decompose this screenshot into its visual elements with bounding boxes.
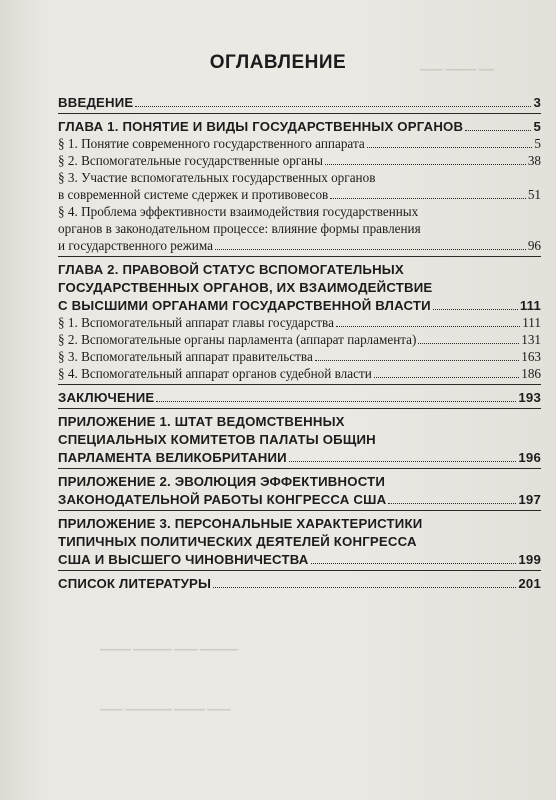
toc-entry-title: США И ВЫСШЕГО ЧИНОВНИЧЕСТВА xyxy=(58,552,309,567)
toc-entry-row xyxy=(58,314,541,331)
toc-chapter-entry[interactable] xyxy=(58,515,541,568)
bleed-through-decoration: ▁▁▁▁ ▁▁▁▁▁ ▁▁▁ ▁▁▁▁▁ xyxy=(100,640,239,651)
section-divider xyxy=(58,468,541,469)
section-divider xyxy=(58,113,541,114)
section-divider xyxy=(58,570,541,571)
toc-section-entry[interactable] xyxy=(58,152,541,169)
toc-entry-line: органов в законодательном процессе: влияние формы правления xyxy=(58,221,421,236)
toc-entry-title: § 4. Вспомогательный аппарат органов судебной власти xyxy=(58,366,372,381)
toc-section-entry[interactable] xyxy=(58,331,541,348)
dot-leader xyxy=(465,130,531,131)
bleed-through-decoration: ▁▁▁ ▁▁▁▁▁▁ ▁▁▁▁ ▁▁▁ xyxy=(100,700,231,711)
page-number: 5 xyxy=(533,119,541,134)
toc-entry-title: С ВЫСШИМИ ОРГАНАМИ ГОСУДАРСТВЕННОЙ ВЛАСТИ xyxy=(58,298,431,313)
dot-leader xyxy=(289,461,517,462)
toc-entry-row xyxy=(58,186,541,203)
page-number: 111 xyxy=(519,298,541,313)
page-number: 3 xyxy=(533,95,541,110)
dot-leader xyxy=(336,326,520,327)
toc-entry-row xyxy=(58,297,541,314)
page-number: 199 xyxy=(518,552,541,567)
section-divider xyxy=(58,384,541,385)
toc-section-entry[interactable] xyxy=(58,365,541,382)
toc-entry-title: в современной системе сдержек и противовесов xyxy=(58,187,329,202)
page-number: 5 xyxy=(534,136,541,151)
toc-entry-row xyxy=(58,449,541,466)
dot-leader xyxy=(135,106,531,107)
table-of-contents xyxy=(58,94,541,592)
dot-leader xyxy=(215,249,526,250)
page-number: 96 xyxy=(527,238,541,253)
toc-section-entry[interactable] xyxy=(58,348,541,365)
toc-entry-row xyxy=(58,575,541,592)
dot-leader xyxy=(325,164,526,165)
toc-entry-line: ПРИЛОЖЕНИЕ 3. ПЕРСОНАЛЬНЫЕ ХАРАКТЕРИСТИКИ xyxy=(58,516,423,531)
toc-chapter-entry[interactable] xyxy=(58,261,541,314)
section-divider xyxy=(58,408,541,409)
toc-entry-row xyxy=(58,389,541,406)
toc-entry-title: ЗАКОНОДАТЕЛЬНОЙ РАБОТЫ КОНГРЕССА США xyxy=(58,492,387,507)
toc-chapter-entry[interactable] xyxy=(58,389,541,406)
dot-leader xyxy=(388,503,516,504)
toc-section-entry[interactable] xyxy=(58,169,541,203)
page-title: ОГЛАВЛЕНИЕ xyxy=(209,52,347,73)
page-number: 196 xyxy=(518,450,541,465)
toc-section-entry[interactable] xyxy=(58,203,541,254)
toc-entry-row xyxy=(58,152,541,169)
toc-entry-title: СПИСОК ЛИТЕРАТУРЫ xyxy=(58,576,212,591)
dot-leader xyxy=(374,377,519,378)
page-number: 163 xyxy=(521,349,541,364)
page-number: 38 xyxy=(527,153,541,168)
page-number: 197 xyxy=(518,492,541,507)
dot-leader xyxy=(156,401,516,402)
toc-entry-line: ГЛАВА 2. ПРАВОВОЙ СТАТУС ВСПОМОГАТЕЛЬНЫХ xyxy=(58,262,404,277)
page-number: 131 xyxy=(521,332,541,347)
section-divider xyxy=(58,510,541,511)
toc-section-entry[interactable] xyxy=(58,135,541,152)
toc-entry-row xyxy=(58,365,541,382)
toc-entry-row xyxy=(58,94,541,111)
dot-leader xyxy=(367,147,533,148)
toc-entry-title: § 3. Вспомогательный аппарат правительства xyxy=(58,349,313,364)
toc-entry-line: § 4. Проблема эффективности взаимодействия государственных xyxy=(58,204,419,219)
toc-entry-title: § 1. Вспомогательный аппарат главы государства xyxy=(58,315,334,330)
toc-entry-row xyxy=(58,118,541,135)
dot-leader xyxy=(433,309,518,310)
toc-section-entry[interactable] xyxy=(58,314,541,331)
toc-entry-title: § 1. Понятие современного государственного аппарата xyxy=(58,136,365,151)
toc-entry-title: ГЛАВА 1. ПОНЯТИЕ И ВИДЫ ГОСУДАРСТВЕННЫХ ОРГАНОВ xyxy=(58,119,464,134)
toc-entry-title: и государственного режима xyxy=(58,238,213,253)
dot-leader xyxy=(330,198,526,199)
section-divider xyxy=(58,256,541,257)
page-number: 201 xyxy=(518,576,541,591)
toc-entry-title: § 2. Вспомогательные органы парламента (аппарат парламента) xyxy=(58,332,417,347)
dot-leader xyxy=(213,587,516,588)
page-number: 51 xyxy=(527,187,541,202)
toc-entry-line: ПРИЛОЖЕНИЕ 2. ЭВОЛЮЦИЯ ЭФФЕКТИВНОСТИ xyxy=(58,474,386,489)
dot-leader xyxy=(311,563,517,564)
toc-chapter-entry[interactable] xyxy=(58,118,541,135)
toc-entry-line: СПЕЦИАЛЬНЫХ КОМИТЕТОВ ПАЛАТЫ ОБЩИН xyxy=(58,432,376,447)
toc-entry-title: § 2. Вспомогательные государственные органы xyxy=(58,153,323,168)
toc-entry-row xyxy=(58,491,541,508)
toc-entry-row xyxy=(58,135,541,152)
toc-chapter-entry[interactable] xyxy=(58,473,541,508)
page-number: 186 xyxy=(521,366,541,381)
bleed-through-decoration: ▁▁▁ ▁▁▁▁ ▁▁ xyxy=(420,60,495,71)
dot-leader xyxy=(418,343,519,344)
toc-entry-line: ТИПИЧНЫХ ПОЛИТИЧЕСКИХ ДЕЯТЕЛЕЙ КОНГРЕССА xyxy=(58,534,417,549)
toc-entry-line: ПРИЛОЖЕНИЕ 1. ШТАТ ВЕДОМСТВЕННЫХ xyxy=(58,414,345,429)
dot-leader xyxy=(315,360,519,361)
toc-chapter-entry[interactable] xyxy=(58,575,541,592)
toc-entry-title: ПАРЛАМЕНТА ВЕЛИКОБРИТАНИИ xyxy=(58,450,287,465)
toc-chapter-entry[interactable] xyxy=(58,94,541,111)
toc-entry-row xyxy=(58,348,541,365)
toc-entry-row xyxy=(58,551,541,568)
toc-entry-title: ВВЕДЕНИЕ xyxy=(58,95,134,110)
toc-entry-row xyxy=(58,331,541,348)
toc-entry-row xyxy=(58,237,541,254)
toc-chapter-entry[interactable] xyxy=(58,413,541,466)
page-number: 111 xyxy=(522,315,541,330)
page-number: 193 xyxy=(518,390,541,405)
toc-entry-line: § 3. Участие вспомогательных государственных органов xyxy=(58,170,376,185)
toc-entry-line: ГОСУДАРСТВЕННЫХ ОРГАНОВ, ИХ ВЗАИМОДЕЙСТВИЕ xyxy=(58,280,433,295)
toc-entry-title: ЗАКЛЮЧЕНИЕ xyxy=(58,390,155,405)
